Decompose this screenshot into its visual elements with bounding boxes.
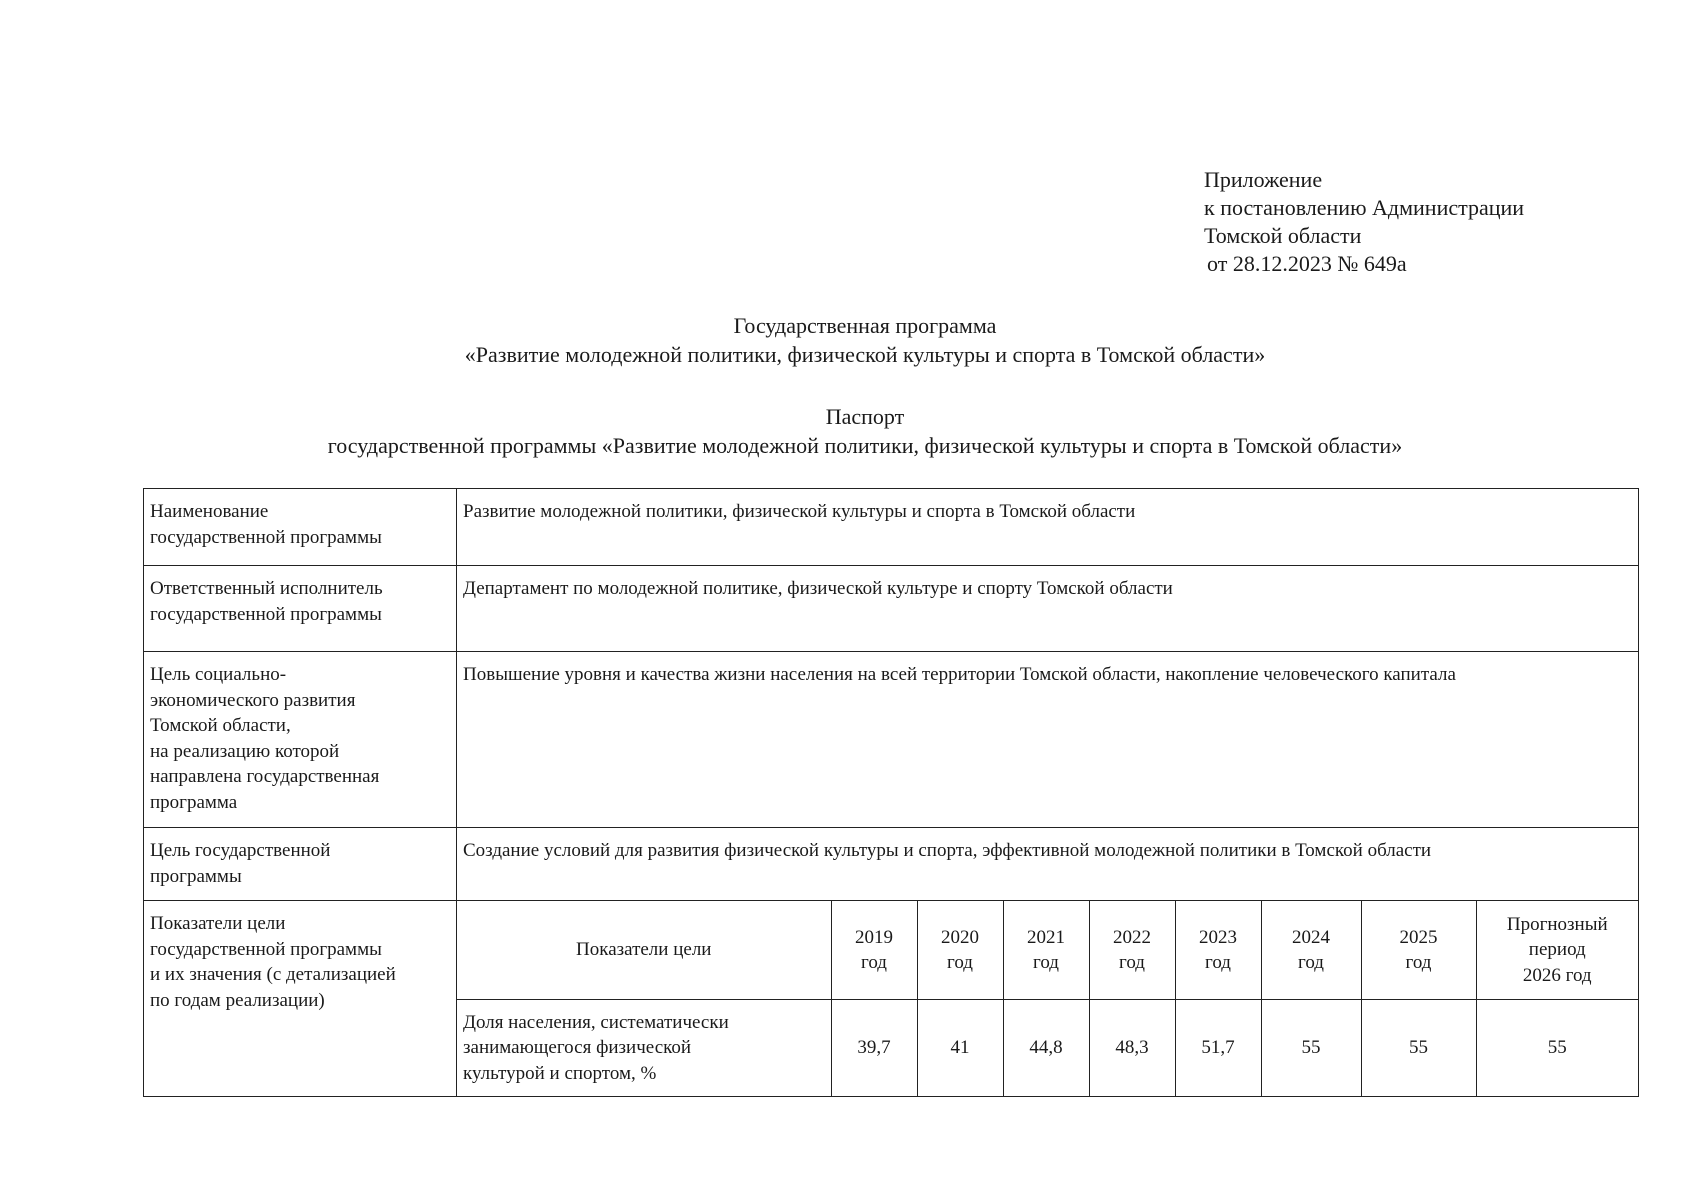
year-header-line: год [1119,952,1145,973]
label-line: Цель государственной [150,840,331,861]
indicators-header-name: Показатели цели [457,901,831,1000]
indicators-table [457,901,1638,1096]
passport-row-value: Повышение уровня и качества жизни населения на всей территории Томской области, накопление человеческого капитала [457,652,1639,828]
appendix-line: к постановлению Администрации [1204,195,1525,220]
year-header-line: год [1405,952,1432,973]
year-header-line: год [1033,952,1059,973]
indicator-value: 55 [1361,1000,1476,1097]
passport-row-label [144,901,457,1097]
year-header-line: 2019 [855,926,893,948]
year-header [1261,901,1361,1000]
appendix-header [1204,166,1524,278]
indicator-value: 48,3 [1089,1000,1175,1097]
label-line: Показатели цели [150,913,286,934]
appendix-date-line: от 28.12.2023 № 649а [1207,251,1407,276]
program-title-line: Государственная программа [733,313,997,338]
label-line: программа [150,791,238,813]
passport-row-value: Департамент по молодежной политике, физической культуре и спорту Томской области [457,566,1639,652]
year-header [1089,901,1175,1000]
program-title [0,311,1698,369]
label-line: направлена государственная [150,766,380,787]
indicators-header-row [457,901,1638,1000]
passport-title [0,402,1698,460]
label-line: экономического развития [150,689,356,711]
year-header-line: год [1205,952,1231,973]
passport-title-line: государственной программы «Развитие молодежной политики, физической культуры и спорта в Томской области» [327,433,1403,458]
passport-row-socio-goal [144,652,1639,828]
year-header [1175,901,1261,1000]
year-header-line: год [947,952,973,973]
indicator-row [457,1000,1638,1097]
label-line: Цель социально- [150,664,287,685]
year-header [1361,901,1476,1000]
year-header-line: 2022 [1113,926,1151,948]
passport-row-name [144,489,1639,566]
appendix-line: Томской области [1204,223,1362,248]
indicator-value: 39,7 [831,1000,917,1097]
year-header-line: период [1528,939,1586,961]
appendix-line: Приложение [1204,167,1323,192]
indicator-value: 55 [1261,1000,1361,1097]
program-title-line: «Развитие молодежной политики, физической культуры и спорта в Томской области» [464,342,1266,367]
year-header [1003,901,1089,1000]
label-line: на реализацию которой [150,740,340,762]
year-header-line: год [1298,952,1324,973]
indicator-name-line: Доля населения, систематически [463,1011,729,1033]
indicator-name [457,1000,831,1097]
year-header-line: 2025 [1399,926,1438,948]
forecast-header [1476,901,1638,1000]
indicator-value: 51,7 [1175,1000,1261,1097]
passport-row-executor [144,566,1639,652]
passport-title-line: Паспорт [825,404,905,429]
label-line: Томской области, [150,715,291,736]
passport-row-label [144,566,457,652]
indicator-name-line: культурой и спортом, % [463,1062,657,1084]
passport-row-label [144,489,457,566]
year-header-line: 2021 [1027,926,1065,948]
indicator-value: 41 [917,1000,1003,1097]
year-header-line: 2020 [941,926,979,948]
label-line: государственной программы [150,938,382,960]
indicators-container [457,901,1639,1097]
indicator-value: 55 [1476,1000,1638,1097]
year-header-line: 2026 год [1522,964,1592,986]
year-header-line: Прогнозный [1506,913,1608,935]
year-header-line: 2024 [1292,926,1330,948]
year-header [831,901,917,1000]
label-line: Ответственный исполнитель [150,578,383,599]
passport-row-label [144,828,457,901]
label-line: программы [150,865,242,887]
passport-row-indicators [144,901,1639,1097]
year-header-line: 2023 [1199,926,1237,948]
passport-row-program-goal [144,828,1639,901]
indicator-name-line: занимающегося физической [463,1037,692,1059]
label-line: государственной программы [150,603,382,625]
passport-row-label [144,652,457,828]
passport-row-value: Создание условий для развития физической культуры и спорта, эффективной молодежной политики в Томской области [457,828,1639,901]
label-line: государственной программы [150,526,382,548]
passport-row-value: Развитие молодежной политики, физической культуры и спорта в Томской области [457,489,1639,566]
label-line: по годам реализации) [150,989,325,1011]
year-header [917,901,1003,1000]
label-line: Наименование [150,501,269,522]
indicator-value: 44,8 [1003,1000,1089,1097]
passport-table [143,488,1639,1097]
year-header-line: год [861,952,887,973]
label-line: и их значения (с детализацией [150,964,396,985]
